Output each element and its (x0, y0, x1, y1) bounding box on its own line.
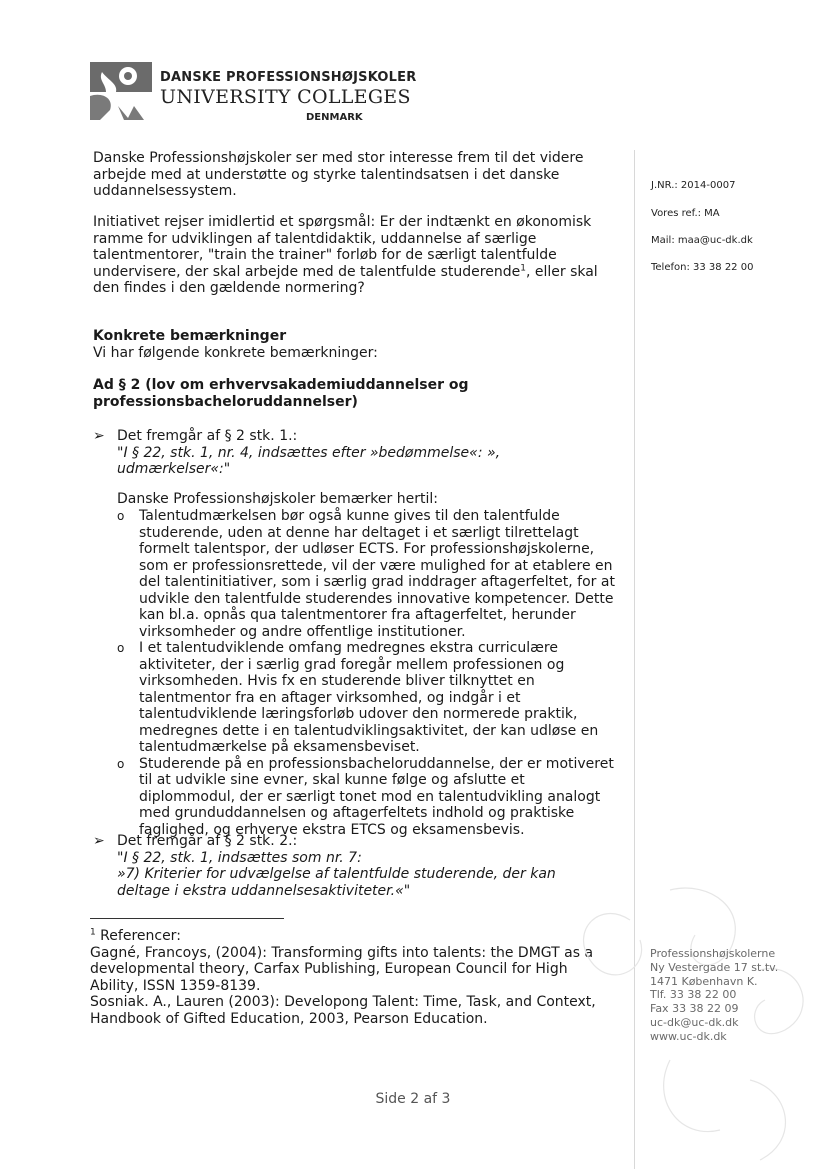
address-website[interactable]: www.uc-dk.dk (650, 1029, 727, 1043)
item-quote-continued: »7) Kriterier for udvælgelse af talentfulde studerende, der kan deltage i ekstra uddannelsesaktiviteter.«" (117, 866, 556, 899)
paragraph-question-text: Initiativet rejser imidlertid et spørgsmål: Er der indtænkt en økonomisk ramme for udviklingen af talentdidaktik, uddannelse af særlige talentmentorer, "train the trainer" forløb for de særligt talentfulde undervisere, der skal arbejde med de talentfulde studerende (93, 214, 592, 280)
ad-section-heading: Ad § 2 (lov om erhvervsakademiuddannelser og professionsbacheloruddannelser) (93, 377, 469, 410)
address-phone: Tlf. 33 38 22 00 (650, 988, 737, 1002)
list-item-text: Studerende på en professionsbacheloruddannelse, der er motiveret til at udvikle sine evner, skal kunne følge og afslutte et diplommodul, der er særligt tonet mod en talentudvikling analogt med grunduddannelsen og aftagerfeltets indhold og praktiske faglighed, og erhverve ekstra ETCS og eksamensbevis. (139, 755, 614, 838)
item-quote: "I § 22, stk. 1, indsættes som nr. 7: (117, 849, 362, 866)
item-quote: "I § 22, stk. 1, nr. 4, indsættes efter »bedømmelse«: », udmærkelser«:" (117, 444, 501, 477)
list-item (117, 756, 625, 839)
item-remark: Danske Professionshøjskoler bemærker hertil: (117, 491, 438, 507)
address-fax: Fax 33 38 22 09 (650, 1002, 739, 1016)
section-heading: Konkrete bemærkninger (93, 328, 287, 344)
journal-number: J.NR.: 2014-0007 (651, 180, 736, 191)
list-item-text: Talentudmærkelsen bør også kunne gives til den talentfulde studerende, uden at denne har deltaget i et særligt tilrettelagt formelt talentspor, der udløser ECTS. For professionshøjskolerne, som er professionsrettede, vil der være mulighed for at etablere en del talentinitiativer, som i særlig grad inddrager aftagerfeltet, for at udvikle den talentfulde studerendes innovative kompetencer. Dette kan bl.a. opnås qua talentmentorer fra aftagerfeltet, herunder virksomheder og andre offentlige institutioner. (139, 508, 615, 640)
footnote-label (90, 928, 620, 945)
address-city: 1471 København K. (650, 974, 758, 988)
organization-name-english: UNIVERSITY COLLEGES (160, 86, 411, 108)
arrow-item-1 (93, 428, 613, 478)
footnote-reference[interactable]: 1 (520, 262, 526, 273)
item-title: Det fremgår af § 2 stk. 1.: (117, 428, 298, 444)
arrow-bullet-icon: ➢ (93, 428, 105, 444)
reference-2: Sosniak. A., Lauren (2003): Developong Talent: Time, Task, and Context, Handbook of Gifted Education, 2003, Pearson Education. (90, 994, 596, 1027)
footnote-number: 1 (90, 927, 96, 938)
paragraph-question-end: , eller skal den findes i den gældende normering? (93, 263, 598, 296)
organization-country: DENMARK (306, 112, 363, 123)
footnote-label-text: Referencer: (95, 928, 181, 944)
list-item-text: I et talentudviklende omfang medregnes ekstra curriculære aktiviteter, der i særlig grad foregår mellem professionen og virksomheden. Hvis fx en studerende bliver tilknyttet en talentmentor fra en aftager virksomhed, og indgår i et talentudviklende læringsforløb udover den normerede praktik, medregnes dette i en talentudviklingsaktivitet, der kan udløse en talentudmærkelse på eksamensbeviset. (139, 640, 599, 755)
paragraph-intro: Danske Professionshøjskoler ser med stor interesse frem til det videre arbejde med at understøtte og styrke talentindsatsen i det danske uddannelsessystem. (93, 150, 584, 199)
organization-name-danish: DANSKE PROFESSIONSHØJSKOLER (160, 70, 417, 85)
list-item (117, 508, 625, 640)
organization-logo-icon (88, 62, 154, 122)
paragraph-question (93, 214, 613, 297)
page-number: Side 2 af 3 (375, 1091, 451, 1107)
section-intro: Vi har følgende konkrete bemærkninger: (93, 344, 378, 361)
address-street: Ny Vestergade 17 st.tv. (650, 960, 779, 974)
list-item (117, 640, 625, 756)
reference-1: Gagné, Francoys, (2004): Transforming gifts into talents: the DMGT as a developmental theory, Carfax Publishing, European Council for High Ability, ISSN 1359-8139. (90, 944, 594, 994)
footnote (90, 928, 620, 1027)
circle-bullet-icon: o (117, 756, 125, 771)
arrow-bullet-icon: ➢ (93, 833, 105, 849)
mail-address: Mail: maa@uc-dk.dk (651, 235, 753, 246)
phone-number: Telefon: 33 38 22 00 (651, 262, 754, 273)
footnote-separator (90, 918, 284, 919)
circle-bullet-icon: o (117, 641, 125, 655)
item-title: Det fremgår af § 2 stk. 2.: (117, 833, 298, 849)
circle-bullet-icon: o (117, 509, 125, 523)
address-email[interactable]: uc-dk@uc-dk.dk (650, 1015, 739, 1029)
reference: Vores ref.: MA (651, 208, 720, 219)
address-name: Professionshøjskolerne (650, 947, 776, 960)
remarks-list (93, 508, 625, 838)
section-concrete-remarks (93, 328, 613, 361)
arrow-item-2 (93, 833, 613, 899)
address-block (650, 947, 778, 1044)
